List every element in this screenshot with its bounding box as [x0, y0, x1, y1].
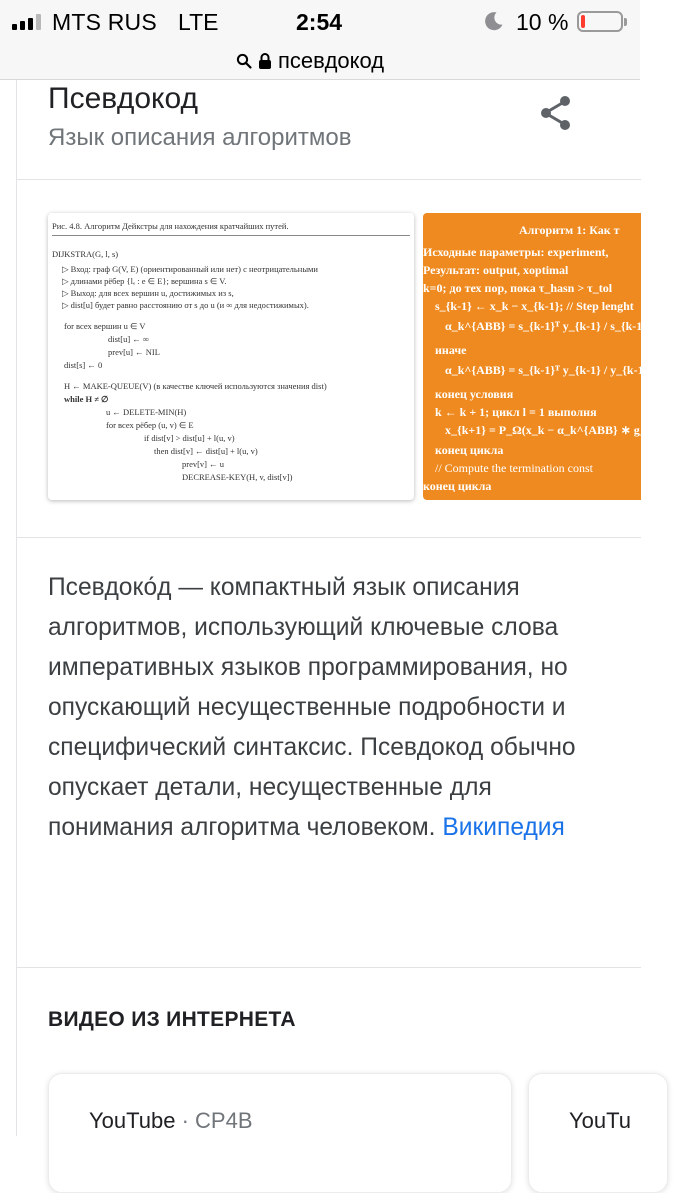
- url-domain: псевдокод: [278, 48, 385, 73]
- carrier-name: MTS RUS: [52, 9, 157, 35]
- video-card[interactable]: [48, 1073, 512, 1193]
- code-line: u ← DELETE-MIN(H): [106, 407, 187, 417]
- network-type: LTE: [178, 9, 219, 35]
- video-platform: YouTube: [89, 1108, 176, 1133]
- code-line: Исходные параметры: experiment,: [423, 245, 609, 259]
- videos-heading: ВИДЕО ИЗ ИНТЕРНЕТА: [48, 1008, 296, 1031]
- status-bar: [0, 0, 640, 44]
- code-line: конец условия: [435, 387, 514, 401]
- code-line: ▷ Вход: граф G(V, E) (ориентированный или нет) с неотрицательными: [62, 264, 318, 274]
- code-line: ▷ dist[u] будет равно расстоянию от s до u (и ∞ для недостижимых).: [62, 300, 309, 310]
- code-line: иначе: [435, 343, 467, 357]
- code-line: H ← MAKE-QUEUE(V) (в качестве ключей используются значения dist): [64, 381, 327, 391]
- separator: ·: [181, 1108, 189, 1133]
- divider: [17, 179, 641, 180]
- code-line: then dist[v] ← dist[u] + l(u, v): [154, 446, 258, 456]
- video-card[interactable]: [528, 1073, 668, 1193]
- panel-title: Псевдокод: [48, 82, 199, 115]
- code-line: конец цикла: [435, 443, 504, 457]
- code-line: prev[u] ← NIL: [108, 347, 160, 357]
- description: [48, 568, 608, 848]
- search-icon: [236, 53, 252, 69]
- panel-subtitle: Язык описания алгоритмов: [48, 124, 352, 151]
- battery-percent: 10 %: [516, 9, 569, 35]
- code-line: DIJKSTRA(G, l, s): [52, 249, 119, 259]
- code-line: // Compute the termination const: [435, 461, 593, 475]
- code-line: ▷ Выход: для всех вершин u, достижимых из s,: [62, 288, 234, 298]
- code-line: for всех вершин u ∈ V: [64, 321, 146, 331]
- video-channel: CP4B: [195, 1108, 253, 1133]
- battery-icon: [577, 11, 623, 32]
- video-platform: YouTu: [569, 1108, 631, 1133]
- code-line: Алгоритм 1: Как т: [519, 223, 620, 237]
- code-line: Результат: output, xoptimal: [423, 263, 569, 277]
- code-line: конец цикла: [423, 479, 492, 493]
- knowledge-panel: [16, 80, 694, 1136]
- clock: 2:54: [296, 9, 343, 35]
- divider: [17, 537, 641, 538]
- signal-strength-icon: [12, 14, 41, 30]
- code-line: dist[s] ← 0: [64, 360, 103, 370]
- code-line: α_k^{ABB} = s_{k-1}ᵀ y_{k-1} / y_{k-1}ᵀ y_{k-1}: [445, 363, 694, 377]
- do-not-disturb-moon-icon: [484, 11, 504, 31]
- code-line: for всех рёбер (u, v) ∈ E: [106, 420, 194, 430]
- code-line: s_{k-1} ← x_k − x_{k-1}; // Step lenght: [435, 299, 634, 313]
- video-source: [89, 1108, 253, 1134]
- description-text: Псевдоко́д — компактный язык описания алгоритмов, использующий ключевые слова императивных языков программирования, но опускающий несущественные подробности и специфический синтаксис. Псевдокод обычно опускает детали, несущественные для понимания алгоритма человеком.: [48, 574, 576, 841]
- code-line: k=0; до тех пор, пока τ_hasn > τ_tol: [423, 281, 613, 295]
- code-line: k ← k + 1; цикл l = 1 выполня: [435, 405, 597, 419]
- share-icon[interactable]: [536, 93, 576, 133]
- image-dijkstra-pseudocode[interactable]: [48, 213, 414, 500]
- code-line: while H ≠ ∅: [64, 394, 109, 404]
- code-line: dist[u] ← ∞: [108, 334, 150, 344]
- image-algorithm-orange[interactable]: [423, 213, 694, 500]
- wikipedia-link[interactable]: Википедия: [442, 814, 565, 841]
- code-line: DECREASE-KEY(H, v, dist[v]): [182, 472, 293, 482]
- code-line: x_{k+1} = P_Ω(x_k − α_k^{ABB} ∗ g_k);: [445, 423, 661, 437]
- video-source: [569, 1108, 631, 1134]
- code-line: α_k^{ABB} = s_{k-1}ᵀ y_{k-1} / s_{k-1}ᵀ s_{k-1}: [445, 319, 692, 333]
- code-line: prev[v] ← u: [182, 459, 225, 469]
- address-bar[interactable]: [0, 44, 640, 80]
- battery-level: [581, 15, 585, 28]
- divider: [17, 967, 641, 968]
- lock-icon: [258, 52, 272, 70]
- code-line: ▷ длинами рёбер {lₑ : e ∈ E}; вершина s ∈ V.: [62, 276, 227, 286]
- code-line: if dist[v] > dist[u] + l(u, v): [144, 433, 235, 443]
- image-caption: Рис. 4.8. Алгоритм Дейкстры для нахождения кратчайших путей.: [52, 221, 289, 231]
